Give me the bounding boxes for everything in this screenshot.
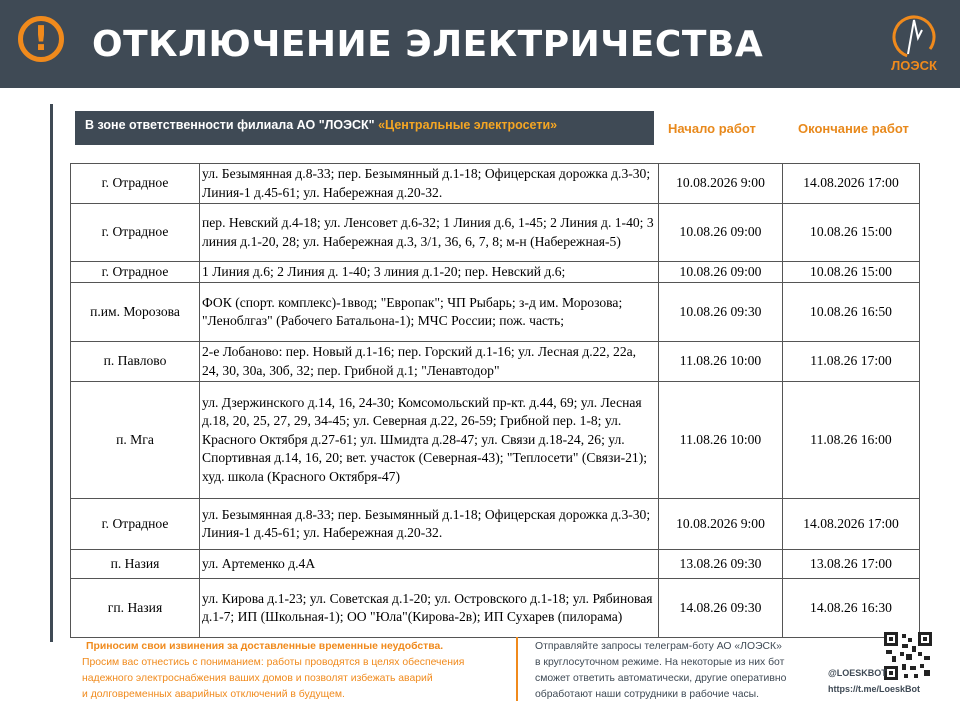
location-cell: п.им. Морозова xyxy=(71,283,200,342)
start-time-cell: 10.08.26 09:00 xyxy=(659,262,783,283)
table-row xyxy=(71,164,920,204)
zone-branch: «Центральные электросети» xyxy=(378,118,558,132)
table-row xyxy=(71,283,920,342)
table-row xyxy=(71,499,920,550)
zone-banner xyxy=(75,111,654,145)
address-cell: ул. Безымянная д.8-33; пер. Безымянный д.1-18; Офицерская дорожка д.3-30; Линия-1 д.45-61; ул. Набережная д.20-32. xyxy=(200,164,659,204)
end-time-cell: 10.08.26 15:00 xyxy=(783,262,920,283)
bot-info-line: в круглосуточном режиме. На некоторые из них бот xyxy=(535,657,785,668)
location-cell: гп. Назия xyxy=(71,579,200,638)
end-time-cell: 14.08.2026 17:00 xyxy=(783,164,920,204)
location-cell: г. Отрадное xyxy=(71,499,200,550)
start-time-cell: 10.08.2026 9:00 xyxy=(659,164,783,204)
loesk-logo xyxy=(884,14,944,78)
location-cell: п. Назия xyxy=(71,550,200,579)
start-time-cell: 10.08.26 09:30 xyxy=(659,283,783,342)
table-row xyxy=(71,550,920,579)
start-time-cell: 11.08.26 10:00 xyxy=(659,342,783,382)
start-time-cell: 10.08.26 09:00 xyxy=(659,204,783,262)
end-time-cell: 11.08.26 17:00 xyxy=(783,342,920,382)
start-time-cell: 13.08.26 09:30 xyxy=(659,550,783,579)
address-cell: ул. Артеменко д.4А xyxy=(200,550,659,579)
bot-link[interactable]: https://t.me/LoeskBot xyxy=(828,684,921,694)
table-row xyxy=(71,579,920,638)
end-time-cell: 13.08.26 17:00 xyxy=(783,550,920,579)
left-accent-bar xyxy=(50,104,53,642)
location-cell: г. Отрадное xyxy=(71,164,200,204)
address-cell: 1 Линия д.6; 2 Линия д. 1-40; 3 линия д.1-20; пер. Невский д.6; xyxy=(200,262,659,283)
address-cell: ул. Кирова д.1-23; ул. Советская д.1-20; ул. Островского д.1-18; ул. Рябиновая д.1-7; ИП (Школьная-1); ОО "Юла"(Кирова-2в); ИП Сухарев (пилорама) xyxy=(200,579,659,638)
location-cell: п. Мга xyxy=(71,382,200,499)
header-banner xyxy=(0,0,960,88)
page-title: ОТКЛЮЧЕНИЕ ЭЛЕКТРИЧЕСТВА xyxy=(92,24,764,65)
apology-heading: Приносим свои извинения за доставленные временные неудобства. xyxy=(86,641,444,652)
address-cell: ул. Дзержинского д.14, 16, 24-30; Комсомольский пр-кт. д.44, 69; ул. Лесная д.18, 20, 25, 27, 29, 34-45; ул. Северная д.22, 26-59; Грибной пер. 1-8; ул. Красного Октября д.27-61; ул. Шмидта д.28-47; ул. Связи д.18-24, 26; ул. Спортивная д.14, 16, 20; вет. участок (Северная-43); "Теплосети" (Связи-21); худ. школа (Красного Октября-47) xyxy=(200,382,659,499)
lightning-logo-icon xyxy=(884,14,944,60)
outage-table xyxy=(70,163,920,638)
apology-notice xyxy=(82,639,502,703)
end-column-header: Окончание работ xyxy=(798,121,909,136)
qr-code-icon[interactable] xyxy=(884,632,932,680)
end-time-cell: 11.08.26 16:00 xyxy=(783,382,920,499)
start-column-header: Начало работ xyxy=(668,121,756,136)
end-time-cell: 10.08.26 16:50 xyxy=(783,283,920,342)
apology-line: и долговременных аварийных отключений в будущем. xyxy=(82,689,345,700)
exclamation-circle-icon: ! xyxy=(18,16,64,62)
bot-info-line: обработают наши сотрудники в рабочие часы. xyxy=(535,689,760,700)
address-cell: 2-е Лобаново: пер. Новый д.1-16; пер. Горский д.1-16; ул. Лесная д.22, 22а, 24, 30, 30а, 30б, 32; пер. Грибной д.1; "Ленавтодор" xyxy=(200,342,659,382)
end-time-cell: 14.08.26 16:30 xyxy=(783,579,920,638)
end-time-cell: 10.08.26 15:00 xyxy=(783,204,920,262)
start-time-cell: 11.08.26 10:00 xyxy=(659,382,783,499)
start-time-cell: 14.08.26 09:30 xyxy=(659,579,783,638)
address-cell: пер. Невский д.4-18; ул. Ленсовет д.6-32; 1 Линия д.6, 1-45; 2 Линия д. 1-40; 3 линия д.1-20, 28; ул. Набережная д.3, 3/1, 36, 6, 7, 8; м-н (Набережная-5) xyxy=(200,204,659,262)
end-time-cell: 14.08.2026 17:00 xyxy=(783,499,920,550)
address-cell: ул. Безымянная д.8-33; пер. Безымянный д.1-18; Офицерская дорожка д.3-30; Линия-1 д.45-61; ул. Набережная д.20-32. xyxy=(200,499,659,550)
footer-divider xyxy=(516,637,518,701)
apology-line: Просим вас отнестись с пониманием: работы проводятся в целях обеспечения xyxy=(82,657,465,668)
apology-line: надежного электроснабжения ваших домов и позволят избежать аварий xyxy=(82,673,433,684)
location-cell: г. Отрадное xyxy=(71,204,200,262)
table-row xyxy=(71,382,920,499)
start-time-cell: 10.08.2026 9:00 xyxy=(659,499,783,550)
location-cell: п. Павлово xyxy=(71,342,200,382)
bot-info-line: сможет ответить автоматически, другие оперативно xyxy=(535,673,787,684)
location-cell: г. Отрадное xyxy=(71,262,200,283)
table-row xyxy=(71,262,920,283)
address-cell: ФОК (спорт. комплекс)-1ввод; "Европак"; ЧП Рыбарь; з-д им. Морозова; "Леноблгаз" (Рабочего Батальона-1); МЧС России; пож. часть; xyxy=(200,283,659,342)
zone-label: В зоне ответственности филиала АО "ЛОЭСК" xyxy=(85,118,375,132)
telegram-bot-notice xyxy=(535,639,805,703)
bot-info-line: Отправляйте запросы телеграм-боту АО «ЛОЭСК» xyxy=(535,641,782,652)
logo-text: ЛОЭСК xyxy=(891,58,937,73)
table-row xyxy=(71,204,920,262)
bot-handle: @LOESKBOT xyxy=(828,668,887,678)
table-row xyxy=(71,342,920,382)
